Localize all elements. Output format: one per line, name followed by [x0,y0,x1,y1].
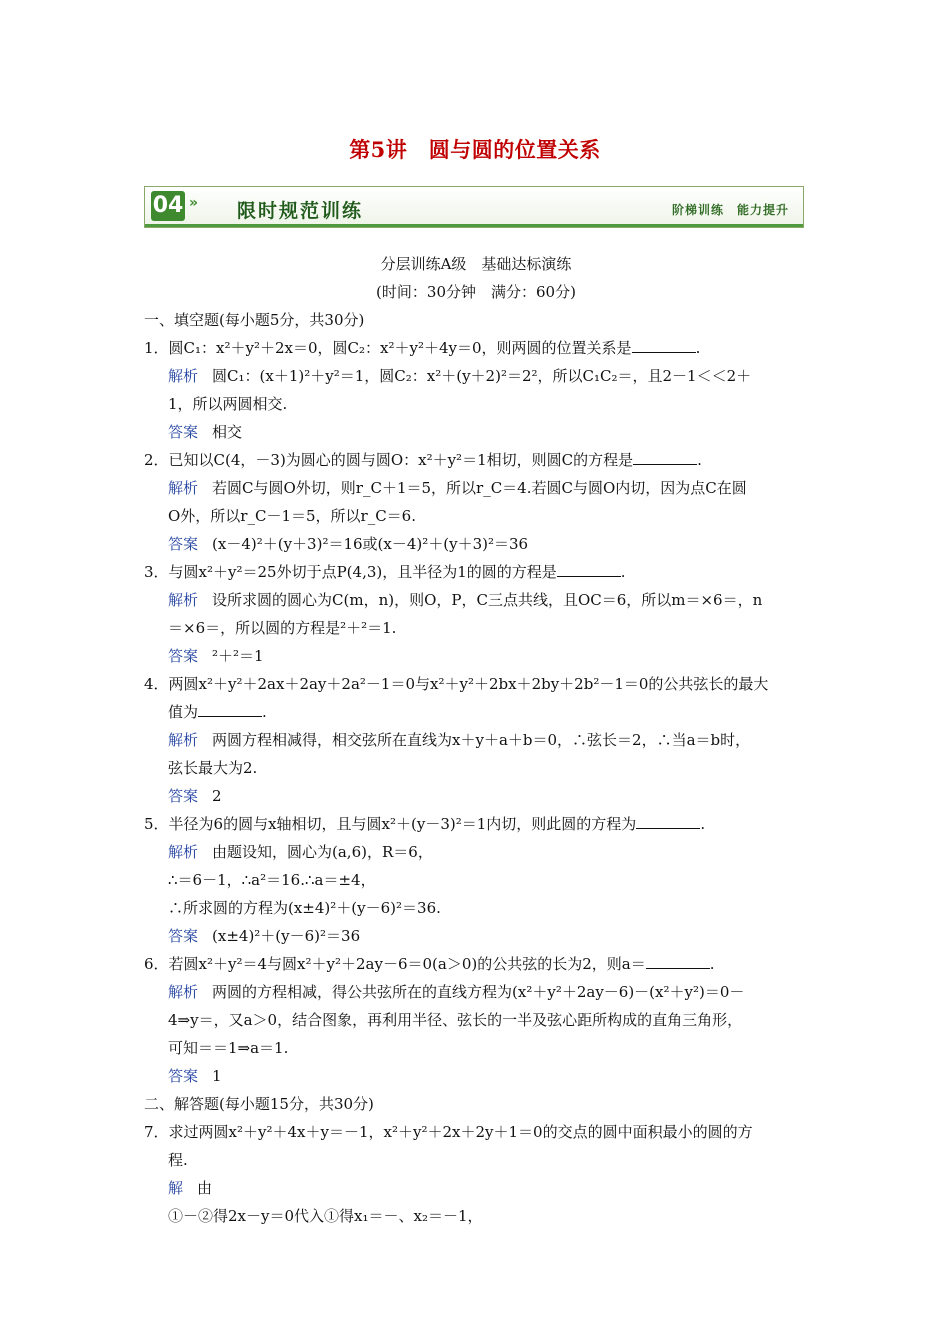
question-5-stem: 5．半径为6的圆与x轴相切，且与圆x²＋(y－3)²＝1内切，则此圆的方程为 . [144,810,808,838]
question-7-solution: 解 由 [168,1179,213,1197]
banner-number-badge: 04 [151,191,185,221]
chevron-right-icon: » [189,195,199,211]
banner-underline [145,224,803,227]
document-body [144,250,808,1230]
question-5-answer: 答案 (x±4)²＋(y－6)²＝36 [168,927,361,945]
question-3-answer: 答案 ²＋²＝1 [168,647,264,665]
question-6-analysis-cont: 4⇒y＝，又a＞0，结合图象，再利用半径、弦长的一半及弦心距所构成的直角三角形， [168,1011,743,1029]
analysis-label: 解析 [168,731,199,749]
question-5-analysis: 解析 由题设知，圆心为(a,6)，R＝6， [168,843,433,861]
analysis-label: 解析 [168,479,199,497]
question-4-stem: 4．两圆x²＋y²＋2ax＋2ay＋2a²－1＝0与x²＋y²＋2bx＋2by＋2b²－1＝0的公共弦长的最大 [144,675,769,693]
banner-title: 限时规范训练 [237,200,364,222]
question-7-stem: 7．求过两圆x²＋y²＋4x＋y＝－1，x²＋y²＋2x＋2y＋1＝0的交点的圆中面积最小的圆的方 [144,1123,753,1141]
question-3-analysis-cont: ＝×6＝，所以圆的方程是²＋²＝1. [168,619,397,637]
question-5-analysis-cont: ∴所求圆的方程为(x±4)²＋(y－6)²＝36. [168,899,441,917]
analysis-label: 解析 [168,367,199,385]
answer-label: 答案 [168,535,199,553]
question-2-stem: 2．已知以C(4，－3)为圆心的圆与圆O：x²＋y²＝1相切，则圆C的方程是 . [144,446,808,474]
question-4-answer: 答案 2 [168,787,222,805]
question-1-analysis-cont: 1，所以两圆相交. [168,395,288,413]
section-heading-fill-in: 一、填空题(每小题5分，共30分) [144,311,365,329]
answer-blank [636,812,700,829]
question-1-analysis: 解析 圆C₁：(x＋1)²＋y²＝1，圆C₂：x²＋(y＋2)²＝2²，所以C₁C₂＝，且2－1＜＜2＋ [168,367,752,385]
question-2-analysis-cont: O外，所以r_C－1＝5，所以r_C＝6. [168,507,416,525]
question-5-analysis-cont: ∴＝6－1，∴a²＝16.∴a＝±4， [168,871,376,889]
answer-blank [646,952,710,969]
answer-label: 答案 [168,1067,199,1085]
section-banner [144,186,804,228]
analysis-label: 解析 [168,843,199,861]
question-7-solution-cont: ①－②得2x－y＝0代入①得x₁＝－、x₂＝－1， [168,1207,483,1225]
question-6-stem: 6．若圆x²＋y²＝4与圆x²＋y²＋2ay－6＝0(a＞0)的公共弦的长为2，则a＝ . [144,950,808,978]
question-6-analysis: 解析 两圆的方程相减，得公共弦所在的直线方程为(x²＋y²＋2ay－6)－(x²＋y²)＝0－ [168,983,745,1001]
answer-blank [632,336,696,353]
analysis-label: 解析 [168,983,199,1001]
question-6-answer: 答案 1 [168,1067,222,1085]
answer-label: 答案 [168,647,199,665]
answer-label: 答案 [168,423,199,441]
answer-blank [557,560,621,577]
question-4-analysis: 解析 两圆方程相减得，相交弦所在直线为x＋y＋a＋b＝0，∴弦长＝2，∴当a＝b时， [168,731,751,749]
question-3-stem: 3．与圆x²＋y²＝25外切于点P(4,3)，且半径为1的圆的方程是 . [144,558,808,586]
banner-subtitle: 阶梯训练 能力提升 [671,203,789,217]
answer-label: 答案 [168,927,199,945]
question-3-analysis: 解析 设所求圆的圆心为C(m，n)，则O，P，C三点共线，且OC＝6，所以m＝×6＝，n [168,591,763,609]
question-1-stem: 1．圆C₁：x²＋y²＋2x＝0，圆C₂：x²＋y²＋4y＝0，则两圆的位置关系是 . [144,334,808,362]
question-7-stem-cont: 程. [168,1151,188,1169]
level-heading: 分层训练A级 基础达标演练 [380,255,572,273]
question-1-answer: 答案 相交 [168,423,243,441]
answer-blank [198,700,262,717]
analysis-label: 解析 [168,591,199,609]
solution-label: 解 [168,1179,184,1197]
answer-blank [633,448,697,465]
question-2-analysis: 解析 若圆C与圆O外切，则r_C＋1＝5，所以r_C＝4.若圆C与圆O内切，因为点C在圆 [168,479,747,497]
page-title: 第5讲 圆与圆的位置关系 [349,137,601,162]
question-6-analysis-cont: 可知＝＝1⇒a＝1. [168,1039,289,1057]
question-2-answer: 答案 (x－4)²＋(y＋3)²＝16或(x－4)²＋(y＋3)²＝36 [168,535,529,553]
answer-label: 答案 [168,787,199,805]
question-4-analysis-cont: 弦长最大为2. [168,759,258,777]
time-score-info: (时间：30分钟 满分：60分) [376,283,576,301]
section-heading-solve: 二、解答题(每小题15分，共30分) [144,1095,374,1113]
question-4-stem-cont: 值为 . [144,698,808,726]
